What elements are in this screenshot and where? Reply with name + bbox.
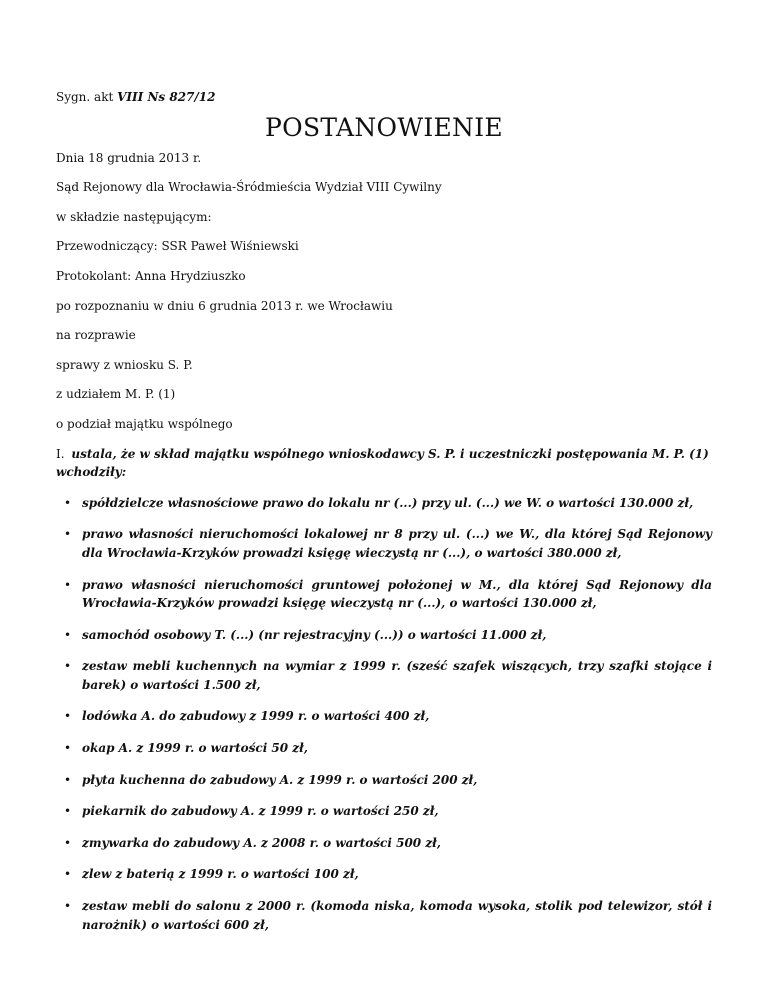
point-number: I. [56,446,65,461]
ruling-point-one [56,445,712,482]
presiding-judge-line: Przewodniczący: SSR Paweł Wiśniewski [56,239,299,254]
hearing-date-line: po rozpoznaniu w dniu 6 grudnia 2013 r. we Wrocławiu [56,298,393,313]
list-item: • prawo własności nieruchomości lokalowej nr 8 przy ul. (...) we W., dla której Sąd Rejonowy dla Wrocławia-Krzyków prowadzi księgę wieczystą nr (...), o wartości 380.000 zł, [56,525,712,562]
list-item: • zmywarka do zabudowy A. z 2008 r. o wartości 500 zł, [56,834,712,853]
list-item: • samochód osobowy T. (...) (nr rejestracyjny (...)) o wartości 11.000 zł, [56,626,712,645]
clerk-line: Protokolant: Anna Hrydziuszko [56,268,246,283]
assets-list [56,494,712,935]
date-line: Dnia 18 grudnia 2013 r. [56,150,202,165]
subject-line: o podział majątku wspólnego [56,416,233,431]
list-item: • zestaw mebli do salonu z 2000 r. (komoda niska, komoda wysoka, stolik pod telewizor, stół i narożnik) o wartości 600 zł, [56,897,712,934]
participant-line: z udziałem M. P. (1) [56,387,176,402]
point-text: ustala, że w skład majątku wspólnego wnioskodawcy S. P. i uczestniczki postępowania M. P. (1) wchodziły: [56,446,709,480]
case-signature [56,88,712,107]
document-title: POSTANOWIENIE [265,112,503,142]
list-item: • zlew z baterią z 1999 r. o wartości 100 zł, [56,865,712,884]
list-item: • okap A. z 1999 r. o wartości 50 zł, [56,739,712,758]
case-signature-value: VIII Ns 827/12 [117,90,216,104]
list-item: • płyta kuchenna do zabudowy A. z 1999 r. o wartości 200 zł, [56,771,712,790]
list-item: • piekarnik do zabudowy A. z 1999 r. o wartości 250 zł, [56,802,712,821]
list-item: • zestaw mebli kuchennych na wymiar z 1999 r. (sześć szafek wiszących, trzy szafki stojące i barek) o wartości 1.500 zł, [56,657,712,694]
list-item: • lodówka A. do zabudowy z 1999 r. o wartości 400 zł, [56,707,712,726]
list-item: • spółdzielcze własnościowe prawo do lokalu nr (...) przy ul. (...) we W. o wartości 130.000 zł, [56,494,712,513]
case-signature-label: Sygn. akt [56,90,114,104]
composition-line: w składzie następującym: [56,209,212,224]
trial-line: na rozprawie [56,328,136,343]
list-item: • prawo własności nieruchomości gruntowej położonej w M., dla której Sąd Rejonowy dla Wrocławia-Krzyków prowadzi księgę wieczystą nr (...), o wartości 130.000 zł, [56,576,712,613]
applicant-line: sprawy z wniosku S. P. [56,357,193,372]
court-line: Sąd Rejonowy dla Wrocławia-Śródmieścia Wydział VIII Cywilny [56,180,442,195]
